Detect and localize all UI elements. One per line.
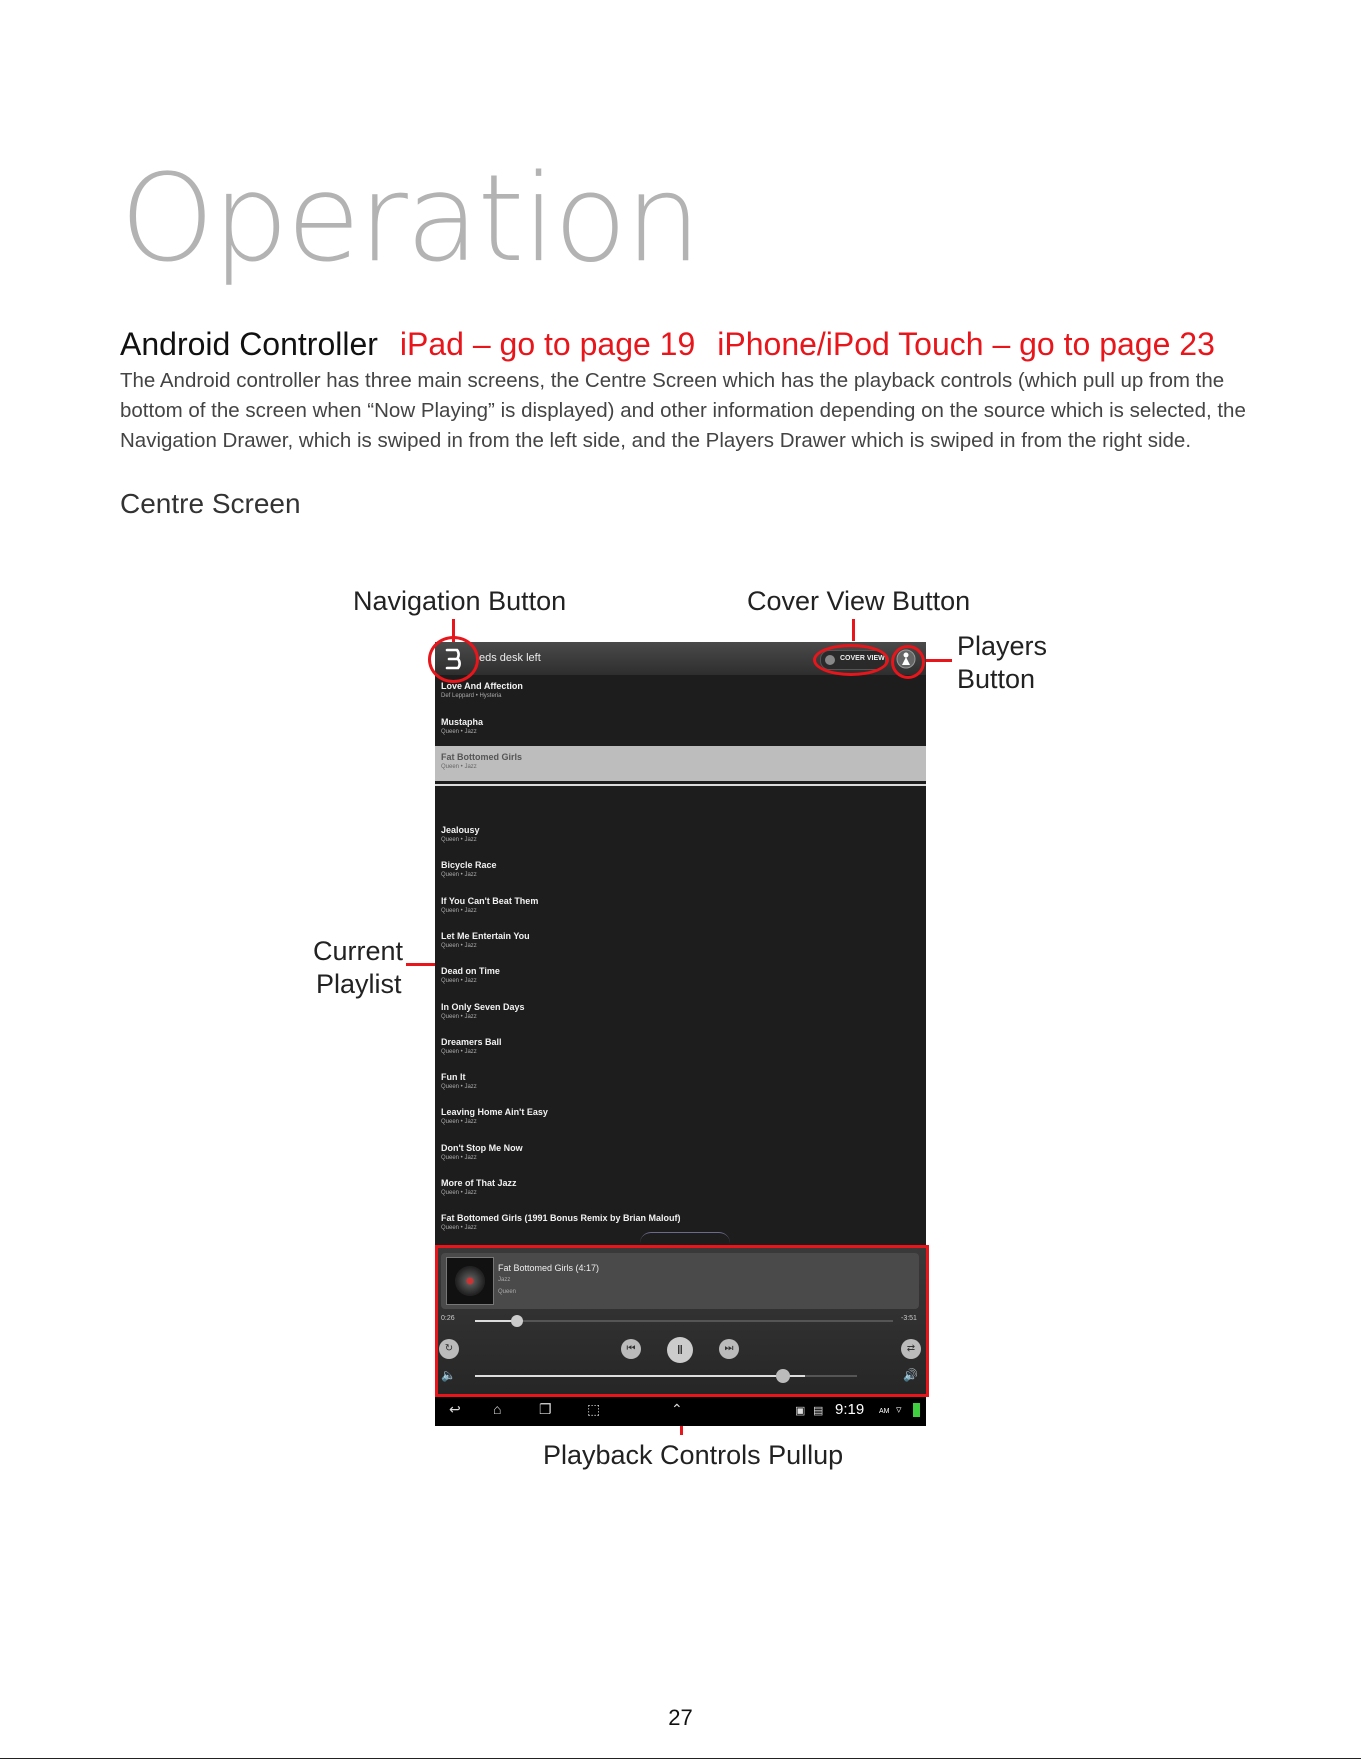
back-icon[interactable]: ↩ xyxy=(449,1401,461,1417)
gallery-icon: ▣ xyxy=(795,1405,806,1417)
track-title: More of That Jazz xyxy=(441,1178,517,1188)
track-title: Fat Bottomed Girls (1991 Bonus Remix by Brian Malouf) xyxy=(441,1213,681,1224)
store-icon: ▤ xyxy=(813,1405,824,1417)
playlist-item[interactable] xyxy=(435,1066,926,1101)
ipad-page-link[interactable]: iPad – go to page 19 xyxy=(399,326,696,362)
track-artist-album: Queen • Jazz xyxy=(441,1013,477,1020)
section-title: Android Controller xyxy=(120,326,378,362)
device-name: eds desk left xyxy=(479,652,541,664)
clock: 9:19 xyxy=(835,1401,865,1418)
track-title: Dead on Time xyxy=(441,966,500,977)
callout-playback-controls: Playback Controls Pullup xyxy=(543,1440,844,1470)
track-title: Let Me Entertain You xyxy=(441,930,530,941)
navigation-button-highlight xyxy=(428,636,479,683)
track-artist-album: Queen • Jazz xyxy=(441,1225,477,1232)
playlist-item[interactable] xyxy=(435,1172,926,1207)
intro-paragraph: The Android controller has three main screens, the Centre Screen which has the playback controls (which pull up from the bottom of the screen when “Now Playing” is displayed) and other information depending on the source which is selected, the Navigation Drawer, which is swiped in from the left side, and the Players Drawer which is swiped in from the right side. xyxy=(120,369,1246,452)
track-title: If You Can't Beat Them xyxy=(441,895,539,906)
track-artist-album: Def Leppard • Hysteria xyxy=(441,693,502,699)
bottom-rule xyxy=(0,1758,1361,1759)
track-title: Mustapha xyxy=(441,716,484,727)
playlist-item[interactable] xyxy=(435,819,926,854)
track-title: Leaving Home Ain't Easy xyxy=(441,1107,548,1118)
track-title: Fat Bottomed Girls xyxy=(441,752,523,762)
chevron-up-icon[interactable]: ⌃ xyxy=(671,1401,683,1417)
sub-heading: Centre Screen xyxy=(120,488,301,519)
home-icon[interactable]: ⌂ xyxy=(493,1401,502,1417)
page-number: 27 xyxy=(668,1705,693,1730)
cover-view-label: COVER VIEW xyxy=(840,655,885,662)
track-artist-album: Queen • Jazz xyxy=(441,942,477,949)
callout-navigation-button: Navigation Button xyxy=(353,586,567,616)
track-artist-album: Queen • Jazz xyxy=(441,728,477,735)
playlist-item[interactable] xyxy=(435,711,926,746)
track-artist-album: Queen • Jazz xyxy=(441,1119,477,1126)
cover-view-button-highlight xyxy=(813,644,889,676)
callout-cover-view-button: Cover View Button xyxy=(747,586,971,616)
playlist-item[interactable] xyxy=(435,1031,926,1066)
track-artist-album: Queen • Jazz xyxy=(441,978,477,985)
players-button-highlight xyxy=(891,645,925,679)
remaining-time: -3:51 xyxy=(901,1315,917,1322)
callout-line xyxy=(922,659,952,662)
system-navigation-bar xyxy=(435,1395,926,1426)
wifi-icon: ▿ xyxy=(896,1404,902,1416)
recent-apps-icon[interactable]: ❐ xyxy=(539,1401,552,1417)
callout-players-button-line1: Players xyxy=(957,631,1048,661)
callout-line xyxy=(852,619,855,641)
callout-current-playlist-line1: Current xyxy=(313,936,404,966)
track-artist-album: Queen • Jazz xyxy=(441,1154,477,1161)
elapsed-time: 0:26 xyxy=(441,1315,455,1322)
callout-current-playlist-line2: Playlist xyxy=(316,969,402,999)
section-heading xyxy=(120,322,1215,366)
page-title: Operation xyxy=(120,150,700,289)
track-artist-album: Queen • Jazz xyxy=(441,1048,477,1055)
playlist-item[interactable] xyxy=(435,1137,926,1172)
pullup-handle[interactable] xyxy=(640,1232,730,1243)
track-artist-album: Queen • Jazz xyxy=(441,907,477,914)
track-artist-album: Queen • Jazz xyxy=(441,872,477,879)
playlist-item[interactable] xyxy=(435,746,926,781)
now-playing-album: Jazz xyxy=(498,1277,511,1283)
track-title: Love And Affection xyxy=(441,681,523,691)
track-artist-album: Queen • Jazz xyxy=(441,1084,477,1091)
track-title: Dreamers Ball xyxy=(441,1036,502,1047)
shuffle-icon[interactable]: ⇄ xyxy=(901,1339,921,1359)
track-title: Jealousy xyxy=(441,825,480,835)
volume-high-icon: 🔊 xyxy=(903,1368,918,1382)
playlist-item[interactable] xyxy=(435,675,926,710)
next-track-icon[interactable]: ⏭ xyxy=(719,1339,739,1359)
playlist-item[interactable] xyxy=(435,996,926,1031)
playback-controls-highlight xyxy=(435,1245,929,1397)
iphone-page-link[interactable]: iPhone/iPod Touch – go to page 23 xyxy=(717,326,1215,362)
previous-track-icon[interactable]: ⏮ xyxy=(621,1339,641,1359)
playlist-item[interactable] xyxy=(435,960,926,995)
playlist-item[interactable] xyxy=(435,1101,926,1136)
playlist-item[interactable] xyxy=(435,925,926,960)
track-artist-album: Queen • Jazz xyxy=(441,837,477,843)
playlist-item[interactable] xyxy=(435,890,926,925)
track-artist-album: Queen • Jazz xyxy=(441,1190,477,1196)
battery-icon xyxy=(913,1403,920,1417)
repeat-icon[interactable]: ↻ xyxy=(439,1339,459,1359)
track-title: Fun It xyxy=(441,1072,466,1083)
now-playing-title: Fat Bottomed Girls (4:17) xyxy=(498,1263,600,1273)
volume-low-icon: 🔈 xyxy=(441,1368,456,1382)
track-title: In Only Seven Days xyxy=(441,1001,525,1012)
track-title: Bicycle Race xyxy=(441,860,497,871)
callout-players-button-line2: Button xyxy=(957,664,1036,694)
track-title: Don't Stop Me Now xyxy=(441,1142,523,1153)
pause-icon[interactable]: ‖ xyxy=(667,1337,693,1363)
track-artist-album: Queen • Jazz xyxy=(441,764,477,770)
now-playing-artist: Queen xyxy=(498,1289,517,1295)
clock-ampm: AM xyxy=(879,1408,890,1415)
playlist-item[interactable] xyxy=(435,854,926,889)
drop-indicator xyxy=(435,784,926,786)
screenshot-icon[interactable]: ⬚ xyxy=(587,1401,601,1417)
